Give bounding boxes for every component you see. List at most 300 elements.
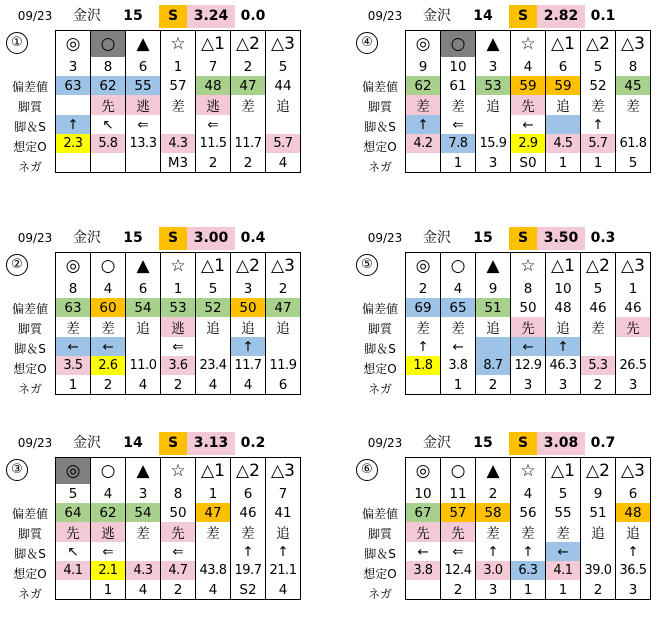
row-odds: [56, 134, 301, 153]
row-label-nega: ネガ: [367, 382, 392, 396]
mark-cell: ☆: [511, 253, 546, 280]
nega-cell: 2: [581, 580, 616, 600]
odds-cell: 2.3: [56, 134, 91, 153]
grade-badge: S: [159, 5, 187, 28]
style-cell: 先: [441, 522, 476, 542]
mark-cell: △3: [266, 458, 301, 485]
legs-cell: [196, 542, 231, 561]
mark-cell: △2: [581, 253, 616, 280]
style-cell: [56, 95, 91, 115]
row-label-legs: 脚＆S: [364, 120, 396, 134]
nega-cell: 4: [266, 153, 301, 173]
mark-cell: ▲: [126, 31, 161, 58]
number-cell: 4: [91, 484, 126, 503]
row-label-scores: 偏差値: [361, 80, 398, 94]
legs-cell: ⇐: [126, 115, 161, 134]
venue-name: 金沢: [423, 8, 451, 24]
row-label-scores: 偏差値: [361, 507, 398, 521]
legs-cell: ↑: [581, 115, 616, 134]
style-cell: 差: [441, 95, 476, 115]
style-cell: 先: [406, 522, 441, 542]
row-nega: [406, 375, 651, 395]
runner-count: 15: [123, 230, 143, 246]
race-grid: [55, 457, 301, 600]
row-scores: [406, 503, 651, 522]
row-styles: [406, 95, 651, 115]
odds-cell: 2.6: [91, 356, 126, 375]
mark-cell: ▲: [476, 253, 511, 280]
odds-cell: 46.3: [546, 356, 581, 375]
mark-cell: △2: [581, 31, 616, 58]
nega-cell: 4: [231, 375, 266, 395]
race-date: 09/23: [367, 436, 403, 450]
mark-cell: ◎: [56, 458, 91, 485]
nega-cell: 1: [511, 580, 546, 600]
odds-cell: 5.7: [581, 134, 616, 153]
mark-cell: △3: [616, 253, 651, 280]
nega-cell: 4: [196, 580, 231, 600]
row-label-odds: 想定O: [13, 362, 47, 376]
number-cell: 2: [266, 279, 301, 298]
mark-cell: △1: [196, 31, 231, 58]
nega-cell: 4: [266, 580, 301, 600]
style-cell: 先: [91, 95, 126, 115]
index-value-secondary: 0.2: [240, 435, 266, 451]
nega-cell: 1: [91, 580, 126, 600]
venue-name: 金沢: [423, 435, 451, 451]
number-cell: 10: [406, 484, 441, 503]
nega-cell: 2: [476, 375, 511, 395]
row-marks: [406, 458, 651, 485]
style-cell: 差: [231, 95, 266, 115]
nega-cell: [126, 153, 161, 173]
odds-cell: 11.0: [126, 356, 161, 375]
style-cell: 追: [476, 317, 511, 337]
row-label-legs: 脚＆S: [14, 547, 46, 561]
legs-cell: ↑: [476, 542, 511, 561]
number-cell: 10: [441, 57, 476, 76]
odds-cell: 12.9: [511, 356, 546, 375]
style-cell: 差: [406, 95, 441, 115]
nega-cell: 1: [546, 153, 581, 173]
legs-cell: ←: [441, 337, 476, 356]
row-numbers: [56, 57, 301, 76]
score-cell: 60: [91, 298, 126, 317]
row-label-legs: 脚＆S: [364, 547, 396, 561]
number-cell: 4: [91, 279, 126, 298]
legs-cell: ↑: [511, 542, 546, 561]
row-numbers: [56, 279, 301, 298]
race-panel: [5, 432, 305, 628]
row-legs: [406, 115, 651, 134]
odds-cell: 3.6: [161, 356, 196, 375]
odds-cell: 21.1: [266, 561, 301, 580]
odds-cell: 39.0: [581, 561, 616, 580]
grade-badge: S: [509, 227, 537, 250]
odds-cell: 15.9: [476, 134, 511, 153]
odds-cell: 4.7: [161, 561, 196, 580]
score-cell: 67: [406, 503, 441, 522]
style-cell: 差: [581, 95, 616, 115]
style-cell: 差: [56, 317, 91, 337]
race-number: ②: [6, 254, 28, 276]
style-cell: 差: [546, 522, 581, 542]
legs-cell: [266, 115, 301, 134]
row-label-legs: 脚＆S: [14, 342, 46, 356]
score-cell: 63: [56, 76, 91, 95]
mark-cell: ◎: [56, 253, 91, 280]
row-label-scores: 偏差値: [11, 507, 48, 521]
score-cell: 44: [266, 76, 301, 95]
legs-cell: ←: [546, 542, 581, 561]
number-cell: 4: [511, 484, 546, 503]
number-cell: 6: [126, 57, 161, 76]
race-grid: [405, 457, 651, 600]
grade-badge: S: [509, 432, 537, 455]
odds-cell: 3.5: [56, 356, 91, 375]
legs-cell: [266, 337, 301, 356]
odds-cell: 5.7: [266, 134, 301, 153]
odds-cell: 4.1: [56, 561, 91, 580]
style-cell: 逃: [196, 95, 231, 115]
style-cell: 差: [91, 317, 126, 337]
row-odds: [406, 134, 651, 153]
race-header: [5, 5, 305, 28]
odds-cell: 11.5: [196, 134, 231, 153]
row-label-styles: 脚質: [17, 527, 42, 541]
legs-cell: [616, 337, 651, 356]
number-cell: 9: [581, 484, 616, 503]
style-cell: 差: [161, 95, 196, 115]
style-cell: 差: [406, 317, 441, 337]
nega-cell: [91, 153, 126, 173]
style-cell: 逃: [126, 95, 161, 115]
grade-badge: S: [159, 227, 187, 250]
legs-cell: ↑: [231, 337, 266, 356]
race-panel: [355, 5, 655, 201]
index-value-secondary: 0.7: [590, 435, 616, 451]
legs-cell: ⇐: [441, 115, 476, 134]
nega-cell: [56, 153, 91, 173]
race-header: [355, 432, 655, 455]
nega-cell: [406, 580, 441, 600]
mark-cell: △1: [546, 31, 581, 58]
nega-cell: [406, 153, 441, 173]
row-styles: [56, 95, 301, 115]
nega-cell: 3: [616, 580, 651, 600]
nega-cell: 2: [91, 375, 126, 395]
score-cell: 54: [126, 503, 161, 522]
score-cell: 63: [56, 298, 91, 317]
legs-cell: [231, 115, 266, 134]
row-label-nega: ネガ: [17, 587, 42, 601]
score-cell: 48: [546, 298, 581, 317]
nega-cell: S2: [231, 580, 266, 600]
legs-cell: [546, 115, 581, 134]
score-cell: 62: [91, 76, 126, 95]
odds-cell: 2.9: [511, 134, 546, 153]
race-panel: [5, 227, 305, 423]
race-number: ③: [6, 459, 28, 481]
row-marks: [406, 31, 651, 58]
runner-count: 15: [473, 435, 493, 451]
legs-cell: ←: [406, 542, 441, 561]
score-cell: 45: [616, 76, 651, 95]
number-cell: 3: [56, 57, 91, 76]
legs-cell: ⇐: [196, 115, 231, 134]
legs-cell: [476, 337, 511, 356]
venue-name: 金沢: [73, 230, 101, 246]
style-cell: 逃: [161, 317, 196, 337]
nega-cell: M3: [161, 153, 196, 173]
runner-count: 15: [123, 8, 143, 24]
nega-cell: 1: [441, 153, 476, 173]
score-cell: 50: [511, 298, 546, 317]
nega-cell: 5: [616, 153, 651, 173]
style-cell: 先: [511, 95, 546, 115]
mark-cell: ☆: [161, 253, 196, 280]
number-cell: 3: [476, 57, 511, 76]
race-panel: [355, 432, 655, 628]
row-label-nega: ネガ: [367, 160, 392, 174]
race-grid: [405, 30, 651, 173]
odds-cell: 4.2: [406, 134, 441, 153]
row-marks: [56, 253, 301, 280]
row-odds: [406, 356, 651, 375]
number-cell: 6: [616, 484, 651, 503]
row-label-nega: ネガ: [367, 587, 392, 601]
row-label-odds: 想定O: [13, 567, 47, 581]
race-number: ⑥: [356, 459, 378, 481]
venue-name: 金沢: [73, 435, 101, 451]
row-legs: [406, 337, 651, 356]
score-cell: 58: [476, 503, 511, 522]
odds-cell: 19.7: [231, 561, 266, 580]
score-cell: 48: [196, 76, 231, 95]
mark-cell: △3: [266, 31, 301, 58]
score-cell: 48: [616, 503, 651, 522]
nega-cell: 2: [581, 375, 616, 395]
style-cell: 差: [231, 522, 266, 542]
style-cell: 先: [616, 317, 651, 337]
row-scores: [406, 76, 651, 95]
legs-cell: ↑: [406, 115, 441, 134]
mark-cell: △1: [546, 253, 581, 280]
score-cell: 55: [546, 503, 581, 522]
venue-name: 金沢: [73, 8, 101, 24]
style-cell: 追: [266, 317, 301, 337]
row-styles: [406, 522, 651, 542]
style-cell: 追: [616, 522, 651, 542]
style-cell: 差: [126, 522, 161, 542]
legs-cell: ↑: [616, 542, 651, 561]
race-date: 09/23: [17, 436, 53, 450]
score-cell: 64: [56, 503, 91, 522]
odds-cell: 13.3: [126, 134, 161, 153]
number-cell: 2: [476, 484, 511, 503]
legs-cell: ↑: [406, 337, 441, 356]
score-cell: 62: [406, 76, 441, 95]
score-cell: 51: [581, 503, 616, 522]
odds-cell: 3.0: [476, 561, 511, 580]
mark-cell: ◎: [406, 458, 441, 485]
legs-cell: ↑: [546, 337, 581, 356]
number-cell: 6: [546, 57, 581, 76]
mark-cell: ▲: [476, 458, 511, 485]
number-cell: 5: [581, 279, 616, 298]
number-cell: 2: [406, 279, 441, 298]
number-cell: 5: [546, 484, 581, 503]
score-cell: 46: [616, 298, 651, 317]
number-cell: 5: [266, 57, 301, 76]
row-label-odds: 想定O: [363, 362, 397, 376]
nega-cell: 2: [441, 580, 476, 600]
row-label-odds: 想定O: [13, 140, 47, 154]
race-header: [5, 227, 305, 250]
index-value: 3.13: [187, 432, 235, 455]
odds-cell: 5.8: [91, 134, 126, 153]
legs-cell: ←: [511, 337, 546, 356]
index-value-secondary: 0.0: [240, 8, 266, 24]
row-legs: [406, 542, 651, 561]
odds-cell: 43.8: [196, 561, 231, 580]
score-cell: 53: [476, 76, 511, 95]
race-panel: [5, 5, 305, 201]
index-value: 3.00: [187, 227, 235, 250]
index-value-secondary: 0.3: [590, 230, 616, 246]
odds-cell: 8.7: [476, 356, 511, 375]
nega-cell: 3: [511, 375, 546, 395]
odds-cell: 7.8: [441, 134, 476, 153]
legs-cell: ⇐: [161, 542, 196, 561]
race-grid: [55, 252, 301, 395]
odds-cell: 2.1: [91, 561, 126, 580]
style-cell: 逃: [91, 522, 126, 542]
grade-badge: S: [159, 432, 187, 455]
odds-cell: 61.8: [616, 134, 651, 153]
nega-cell: 1: [546, 580, 581, 600]
style-cell: 差: [616, 95, 651, 115]
style-cell: 先: [56, 522, 91, 542]
number-cell: 7: [196, 57, 231, 76]
number-cell: 4: [441, 279, 476, 298]
mark-cell: ▲: [126, 253, 161, 280]
legs-cell: [616, 115, 651, 134]
nega-cell: 3: [476, 153, 511, 173]
odds-cell: 4.1: [546, 561, 581, 580]
legs-cell: ↑: [56, 115, 91, 134]
number-cell: 8: [161, 484, 196, 503]
number-cell: 8: [91, 57, 126, 76]
mark-cell: △2: [581, 458, 616, 485]
row-label-styles: 脚質: [17, 322, 42, 336]
score-cell: 59: [511, 76, 546, 95]
row-odds: [56, 356, 301, 375]
number-cell: 2: [231, 57, 266, 76]
row-styles: [56, 317, 301, 337]
style-cell: 先: [511, 317, 546, 337]
score-cell: 47: [231, 76, 266, 95]
race-date: 09/23: [367, 9, 403, 23]
legs-cell: ↑: [266, 542, 301, 561]
mark-cell: ○: [441, 253, 476, 280]
mark-cell: ☆: [511, 31, 546, 58]
mark-cell: ◎: [406, 31, 441, 58]
mark-cell: ○: [91, 31, 126, 58]
mark-cell: △3: [616, 458, 651, 485]
number-cell: 3: [126, 484, 161, 503]
legs-cell: ↖: [56, 542, 91, 561]
row-label-styles: 脚質: [367, 527, 392, 541]
legs-cell: [581, 542, 616, 561]
score-cell: 51: [476, 298, 511, 317]
row-nega: [406, 153, 651, 173]
odds-cell: 6.3: [511, 561, 546, 580]
row-marks: [56, 458, 301, 485]
mark-cell: ▲: [476, 31, 511, 58]
legs-cell: ←: [56, 337, 91, 356]
nega-cell: 1: [581, 153, 616, 173]
nega-cell: 1: [441, 375, 476, 395]
odds-cell: 11.7: [231, 134, 266, 153]
legs-cell: ⇐: [91, 542, 126, 561]
number-cell: 11: [441, 484, 476, 503]
mark-cell: ◎: [56, 31, 91, 58]
number-cell: 8: [616, 57, 651, 76]
mark-cell: ○: [91, 253, 126, 280]
mark-cell: △2: [231, 253, 266, 280]
mark-cell: △2: [231, 31, 266, 58]
nega-cell: [56, 580, 91, 600]
row-styles: [56, 522, 301, 542]
row-label-scores: 偏差値: [361, 302, 398, 316]
runner-count: 15: [473, 230, 493, 246]
number-cell: 1: [616, 279, 651, 298]
row-label-odds: 想定O: [363, 140, 397, 154]
style-cell: 差: [441, 317, 476, 337]
mark-cell: △3: [266, 253, 301, 280]
score-cell: 46: [581, 298, 616, 317]
race-grid: [405, 252, 651, 395]
number-cell: 5: [196, 279, 231, 298]
legs-cell: [476, 115, 511, 134]
score-cell: 52: [196, 298, 231, 317]
race-header: [5, 432, 305, 455]
number-cell: 9: [476, 279, 511, 298]
style-cell: 追: [546, 317, 581, 337]
odds-cell: 4.3: [126, 561, 161, 580]
nega-cell: 3: [616, 375, 651, 395]
odds-cell: 4.5: [546, 134, 581, 153]
mark-cell: ☆: [511, 458, 546, 485]
number-cell: 6: [126, 279, 161, 298]
mark-cell: ○: [441, 31, 476, 58]
odds-cell: 3.8: [406, 561, 441, 580]
style-cell: 先: [161, 522, 196, 542]
score-cell: 46: [231, 503, 266, 522]
row-marks: [406, 253, 651, 280]
odds-cell: 12.4: [441, 561, 476, 580]
mark-cell: ○: [91, 458, 126, 485]
number-cell: 1: [196, 484, 231, 503]
legs-cell: ⇐: [441, 542, 476, 561]
odds-cell: 11.9: [266, 356, 301, 375]
row-numbers: [56, 484, 301, 503]
style-cell: 追: [476, 95, 511, 115]
odds-cell: 36.5: [616, 561, 651, 580]
mark-cell: ◎: [406, 253, 441, 280]
mark-cell: △1: [196, 458, 231, 485]
